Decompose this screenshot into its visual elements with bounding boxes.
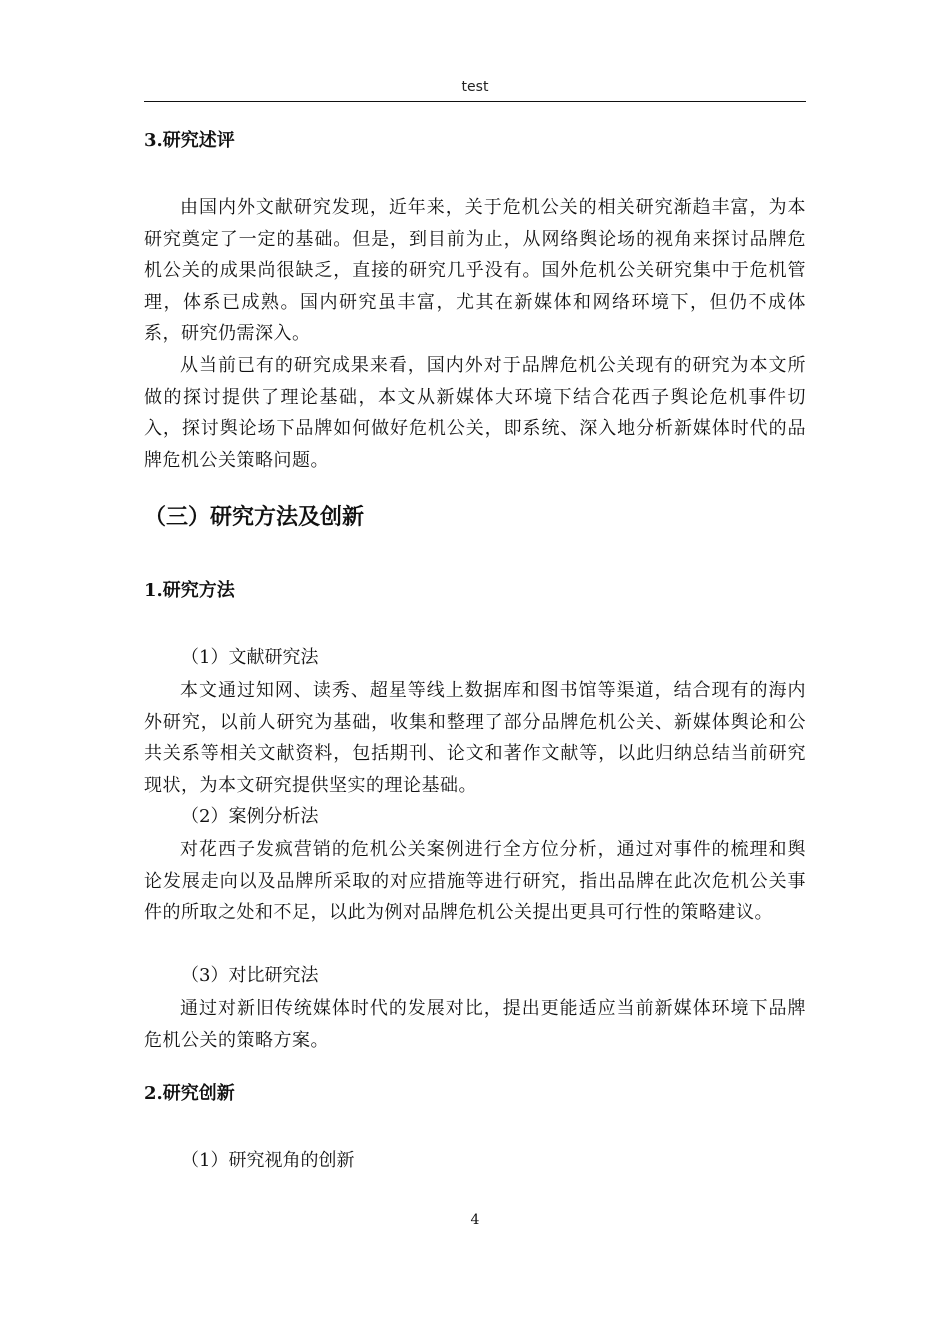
section-heading-methods: 1.研究方法 (144, 580, 235, 601)
section-heading-innovation: 2.研究创新 (144, 1083, 235, 1104)
method-title-literature: （1）文献研究法 (181, 647, 319, 668)
method-title-case: （2）案例分析法 (181, 806, 319, 827)
header-divider (144, 101, 806, 102)
section-heading-review: 3.研究述评 (144, 130, 235, 151)
method-text-case: 对花西子发疯营销的危机公关案例进行全方位分析，通过对事件的梳理和舆论发展走向以及品牌所采取的对应措施等进行研究，指出品牌在此次危机公关事件的所取之处和不足，以此为例对品牌危机公关提出更具可行性的策略建议。 (144, 839, 806, 924)
paragraph-review-2: 从当前已有的研究成果来看，国内外对于品牌危机公关现有的研究为本文所做的探讨提供了理论基础，本文从新媒体大环境下结合花西子舆论危机事件切入，探讨舆论场下品牌如何做好危机公关，即系统、深入地分析新媒体时代的品牌危机公关策略问题。 (144, 355, 806, 471)
method-text-literature: 本文通过知网、读秀、超星等线上数据库和图书馆等渠道，结合现有的海内外研究，以前人研究为基础，收集和整理了部分品牌危机公关、新媒体舆论和公共关系等相关文献资料，包括期刊、论文和著作文献等，以此归纳总结当前研究现状，为本文研究提供坚实的理论基础。 (144, 680, 806, 796)
innovation-title-perspective: （1）研究视角的创新 (181, 1150, 355, 1171)
page-number: 4 (470, 1212, 480, 1228)
paragraph-review-1: 由国内外文献研究发现，近年来，关于危机公关的相关研究渐趋丰富，为本研究奠定了一定的基础。但是，到目前为止，从网络舆论场的视角来探讨品牌危机公关的成果尚很缺乏，直接的研究几乎没有。国外危机公关研究集中于危机管理，体系已成熟。国内研究虽丰富，尤其在新媒体和网络环境下，但仍不成体系，研究仍需深入。 (144, 197, 806, 345)
chapter-heading-methods: （三）研究方法及创新 (144, 504, 365, 530)
page-header: test (461, 79, 489, 95)
method-text-comparison: 通过对新旧传统媒体时代的发展对比，提出更能适应当前新媒体环境下品牌危机公关的策略方案。 (144, 998, 806, 1051)
method-title-comparison: （3）对比研究法 (181, 965, 319, 986)
